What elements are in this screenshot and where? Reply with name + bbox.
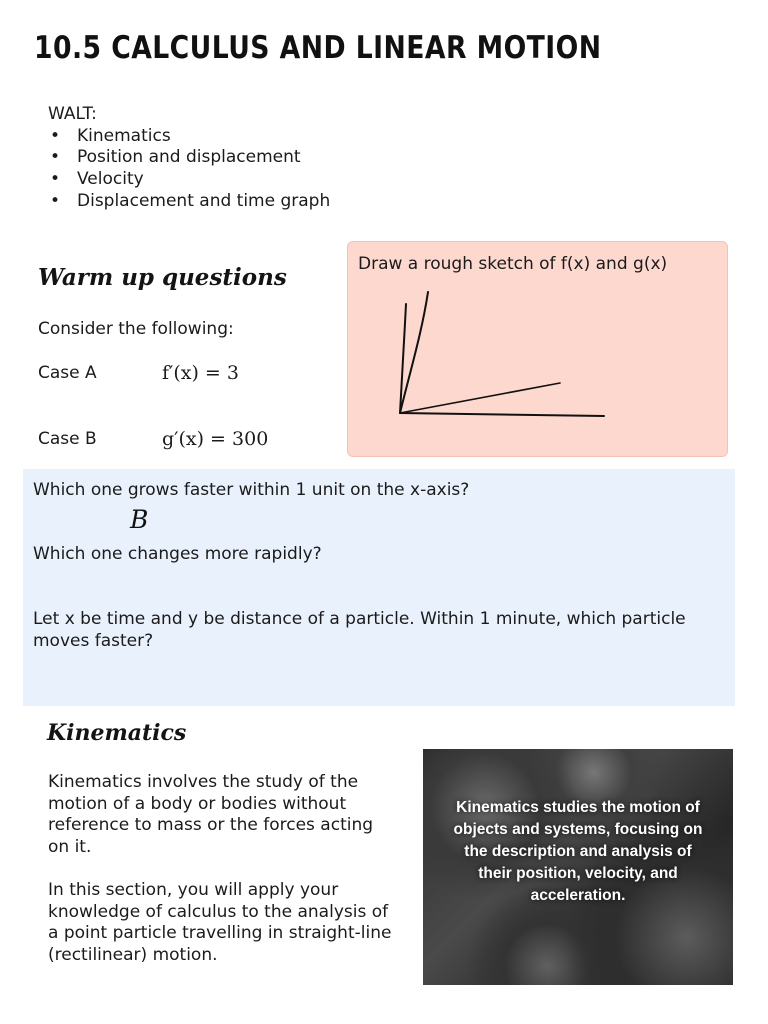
kinematics-paragraph-1: Kinematics involves the study of the motion of a body or bodies without reference to mass or the forces acting on it.: [48, 772, 374, 858]
image-caption: Kinematics studies the motion of objects and systems, focusing on the description and analysis of their position, velocity, and acceleration.: [453, 799, 703, 904]
question-2: Which one changes more rapidly?: [33, 544, 322, 564]
walt-item: • Position and displacement: [48, 147, 330, 169]
gears-image: [423, 749, 733, 985]
case-a-label: Case A: [38, 363, 97, 383]
page-title: 10.5 CALCULUS AND LINEAR MOTION: [34, 30, 602, 66]
question-1: Which one grows faster within 1 unit on the x-axis?: [33, 480, 470, 500]
walt-section: [48, 104, 330, 213]
sketch-axis-x: [400, 413, 604, 416]
warm-up-intro: Consider the following:: [38, 319, 234, 339]
sketch-box: [347, 241, 728, 457]
handwritten-answer: B: [130, 505, 149, 534]
walt-item: • Kinematics: [48, 126, 330, 148]
warm-up-heading: Warm up questions: [38, 264, 287, 291]
sketch-line-shallow: [400, 383, 560, 413]
case-b-label: Case B: [38, 429, 97, 449]
question-3: Let x be time and y be distance of a particle. Within 1 minute, which particle moves faster?: [33, 609, 686, 651]
kinematics-paragraph-2: In this section, you will apply your knowledge of calculus to the analysis of a point particle travelling in straight-line (rectilinear) motion.: [48, 880, 392, 966]
case-b-equation: g′(x) = 300: [162, 428, 269, 450]
kinematics-heading: Kinematics: [47, 720, 187, 746]
case-a-equation: f′(x) = 3: [162, 362, 239, 384]
walt-item: • Velocity: [48, 169, 330, 191]
walt-label: WALT:: [48, 104, 97, 124]
hand-drawn-sketch: [348, 242, 729, 458]
walt-item: • Displacement and time graph: [48, 191, 330, 213]
sketch-prompt: Draw a rough sketch of f(x) and g(x): [358, 254, 668, 274]
walt-list: [48, 126, 330, 213]
